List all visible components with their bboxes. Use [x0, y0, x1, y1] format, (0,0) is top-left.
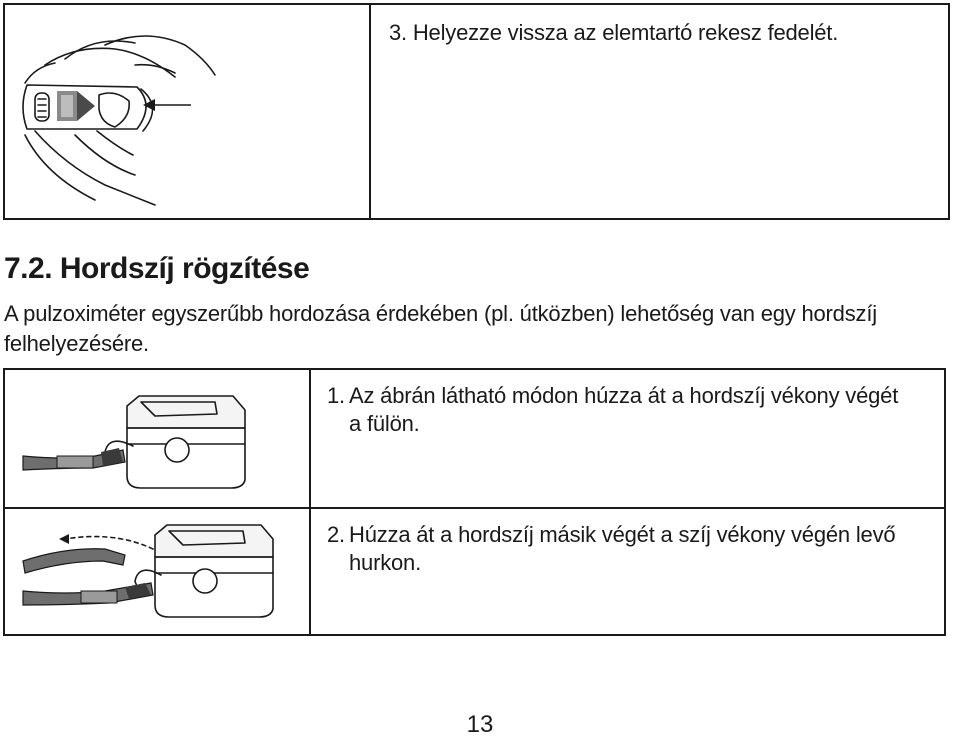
strap-step-1-illustration-cell: [5, 370, 311, 507]
strap-step-2: [327, 521, 944, 577]
section-heading: 7.2. Hordszíj rögzítése: [4, 252, 310, 285]
strap-step-row-2: [5, 509, 944, 634]
oximeter-strap-pulled-icon: [5, 509, 309, 636]
strap-steps-table: [3, 368, 946, 636]
battery-step-3-text: 3. Helyezze vissza az elemtartó rekesz fedelét.: [389, 20, 839, 45]
strap-step-2-text-cell: [311, 509, 944, 634]
strap-step-2-illustration-cell: [5, 509, 311, 634]
hands-battery-cover-icon: [5, 5, 369, 220]
section-intro: A pulzoximéter egyszerűbb hordozása érdekében (pl. útközben) lehetőség van egy hordszíj felhelyezésére.: [4, 301, 877, 356]
strap-step-1-number: 1.: [327, 383, 345, 408]
strap-step-1: [327, 382, 944, 438]
strap-step-1-text-cell: [311, 370, 944, 507]
oximeter-strap-loop-icon: [5, 370, 309, 507]
strap-step-1-text: Az ábrán látható módon húzza át a hordszíj vékony végét a fülön.: [349, 383, 899, 436]
page-number: 13: [466, 711, 494, 738]
strap-step-row-1: [5, 370, 944, 509]
battery-illustration-cell: [5, 5, 371, 218]
strap-step-2-text: Húzza át a hordszíj másik végét a szíj vékony végén levő hurkon.: [349, 522, 896, 575]
battery-step-text-cell: [371, 5, 948, 218]
strap-step-2-number: 2.: [327, 522, 345, 547]
battery-step-table: [3, 3, 950, 220]
